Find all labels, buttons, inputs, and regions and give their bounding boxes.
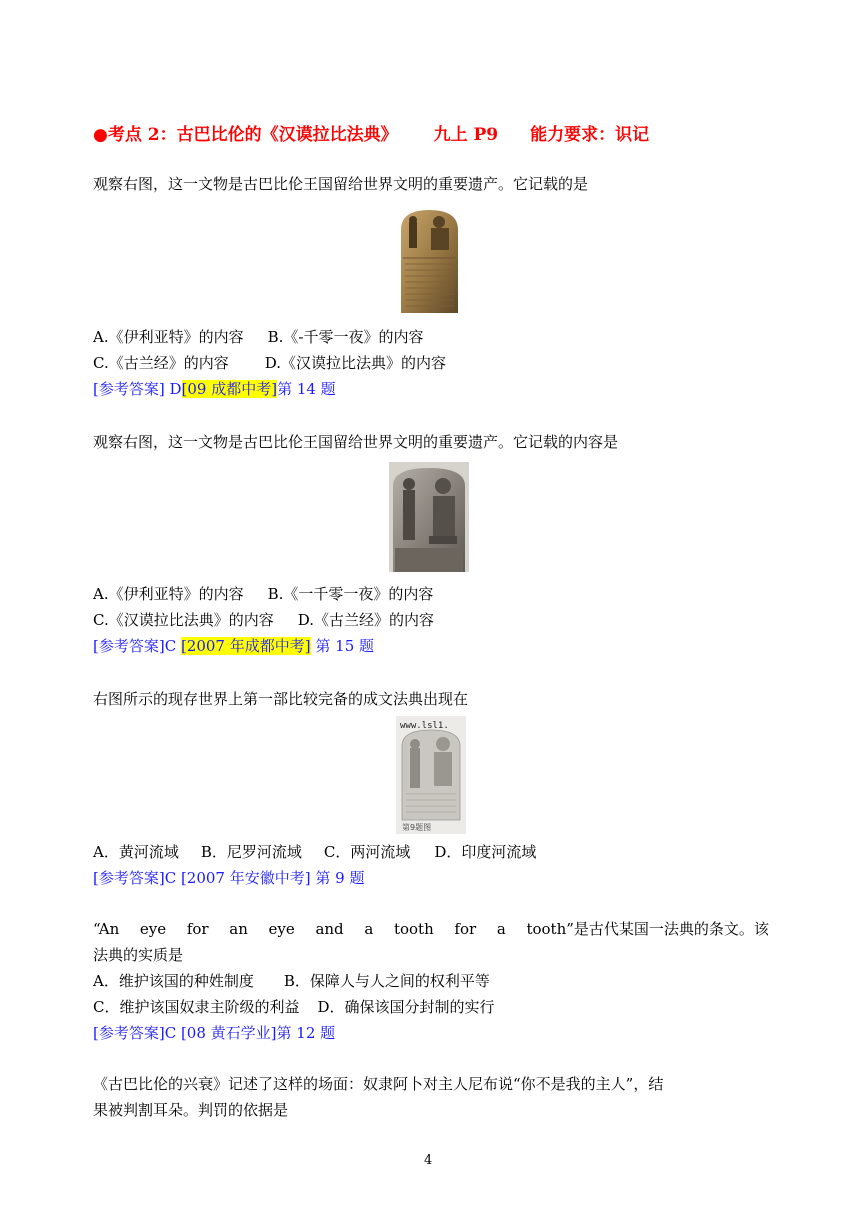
q1-option-c: C.《古兰经》的内容 — [93, 354, 229, 372]
q4-answer: [参考答案]C [08 黄石学业]第 12 题 — [93, 1024, 336, 1042]
q1-source: [09 成都中考] — [181, 380, 278, 398]
q2-option-b: B.《一千零一夜》的内容 — [267, 585, 434, 603]
q3-option-b: B．尼罗河流域 — [200, 843, 302, 861]
q3-image-caption: 第9题图 — [402, 823, 432, 832]
q2-stele-image — [389, 462, 469, 572]
q3-option-c: C．两河流域 — [323, 843, 411, 861]
q3-option-d: D．印度河流域 — [434, 843, 537, 861]
q4-word: eye — [268, 920, 295, 938]
q4-word: for — [186, 920, 209, 938]
q4-option-a: A．维护该国的种姓制度 — [93, 972, 254, 990]
q4-options-row2 — [93, 997, 495, 1017]
q2-stem: 观察右图，这一文物是古巴比伦王国留给世界文明的重要遗产。它记载的内容是 — [93, 433, 619, 451]
q4-word: eye — [139, 920, 167, 938]
q1-answer — [93, 379, 336, 399]
q4-word: tooth — [393, 920, 434, 938]
q4-word: a — [496, 920, 506, 938]
heading-topic: ●考点 2：古巴比伦的《汉谟拉比法典》 — [93, 125, 398, 145]
q2-qnum: 第 15 题 — [310, 637, 375, 655]
q1-stem: 观察右图，这一文物是古巴比伦王国留给世界文明的重要遗产。它记载的是 — [93, 175, 589, 193]
q3-image-watermark: www.lsl1. — [400, 721, 449, 731]
q1-options-row1 — [93, 327, 423, 347]
q4-word: for — [454, 920, 477, 938]
q1-qnum: 第 14 题 — [277, 380, 336, 398]
q2-options-row1 — [93, 584, 433, 604]
q1-option-a: A.《伊利亚特》的内容 — [93, 328, 244, 346]
q2-option-a: A.《伊利亚特》的内容 — [93, 585, 244, 603]
q3-stele-image — [396, 716, 466, 834]
q5-stem-line2: 果被判割耳朵。判罚的依据是 — [93, 1101, 289, 1119]
q4-word: tooth”是古代某国一法典的条文。该 — [526, 920, 769, 938]
q4-option-d: D．确保该国分封制的实行 — [317, 998, 495, 1016]
q1-option-d: D.《汉谟拉比法典》的内容 — [264, 354, 446, 372]
q2-option-d: D.《古兰经》的内容 — [297, 611, 434, 629]
q4-word: “An — [93, 920, 120, 938]
q4-option-c: C．维护该国奴隶主阶级的利益 — [93, 998, 300, 1016]
q3-stem: 右图所示的现存世界上第一部比较完备的成文法典出现在 — [93, 690, 469, 708]
q4-option-b: B．保障人与人之间的权利平等 — [283, 972, 490, 990]
q4-word: and — [315, 920, 344, 938]
q4-options-row1 — [93, 971, 490, 991]
q4-word: a — [364, 920, 374, 938]
page-number: 4 — [424, 1153, 433, 1168]
q2-options-row2 — [93, 610, 434, 630]
q2-answer-prefix: [参考答案]C — [93, 637, 181, 655]
q1-options-row2 — [93, 353, 446, 373]
q3-option-a: A．黄河流域 — [93, 843, 179, 861]
heading-grade: 九上 P9 — [433, 125, 499, 145]
section-heading — [93, 120, 649, 145]
q3-options-row — [93, 842, 536, 862]
q2-source: [2007 年成都中考] — [180, 637, 311, 655]
q3-answer: [参考答案]C [2007 年安徽中考] 第 9 题 — [93, 869, 365, 887]
q4-stem-line2: 法典的实质是 — [93, 946, 184, 964]
q5-stem-line1: 《古巴比伦的兴衰》记述了这样的场面：奴隶阿卜对主人尼布说“你不是我的主人”，结 — [93, 1075, 664, 1093]
q1-answer-prefix: [参考答案] D — [93, 380, 182, 398]
q1-option-b: B.《-千零一夜》的内容 — [267, 328, 424, 346]
q4-stem-line1 — [93, 919, 769, 939]
heading-ability: 能力要求：识记 — [530, 125, 650, 145]
q2-answer — [93, 636, 374, 656]
q4-word: an — [229, 920, 248, 938]
q1-stele-image — [397, 208, 462, 313]
q2-option-c: C.《汉谟拉比法典》的内容 — [93, 611, 274, 629]
